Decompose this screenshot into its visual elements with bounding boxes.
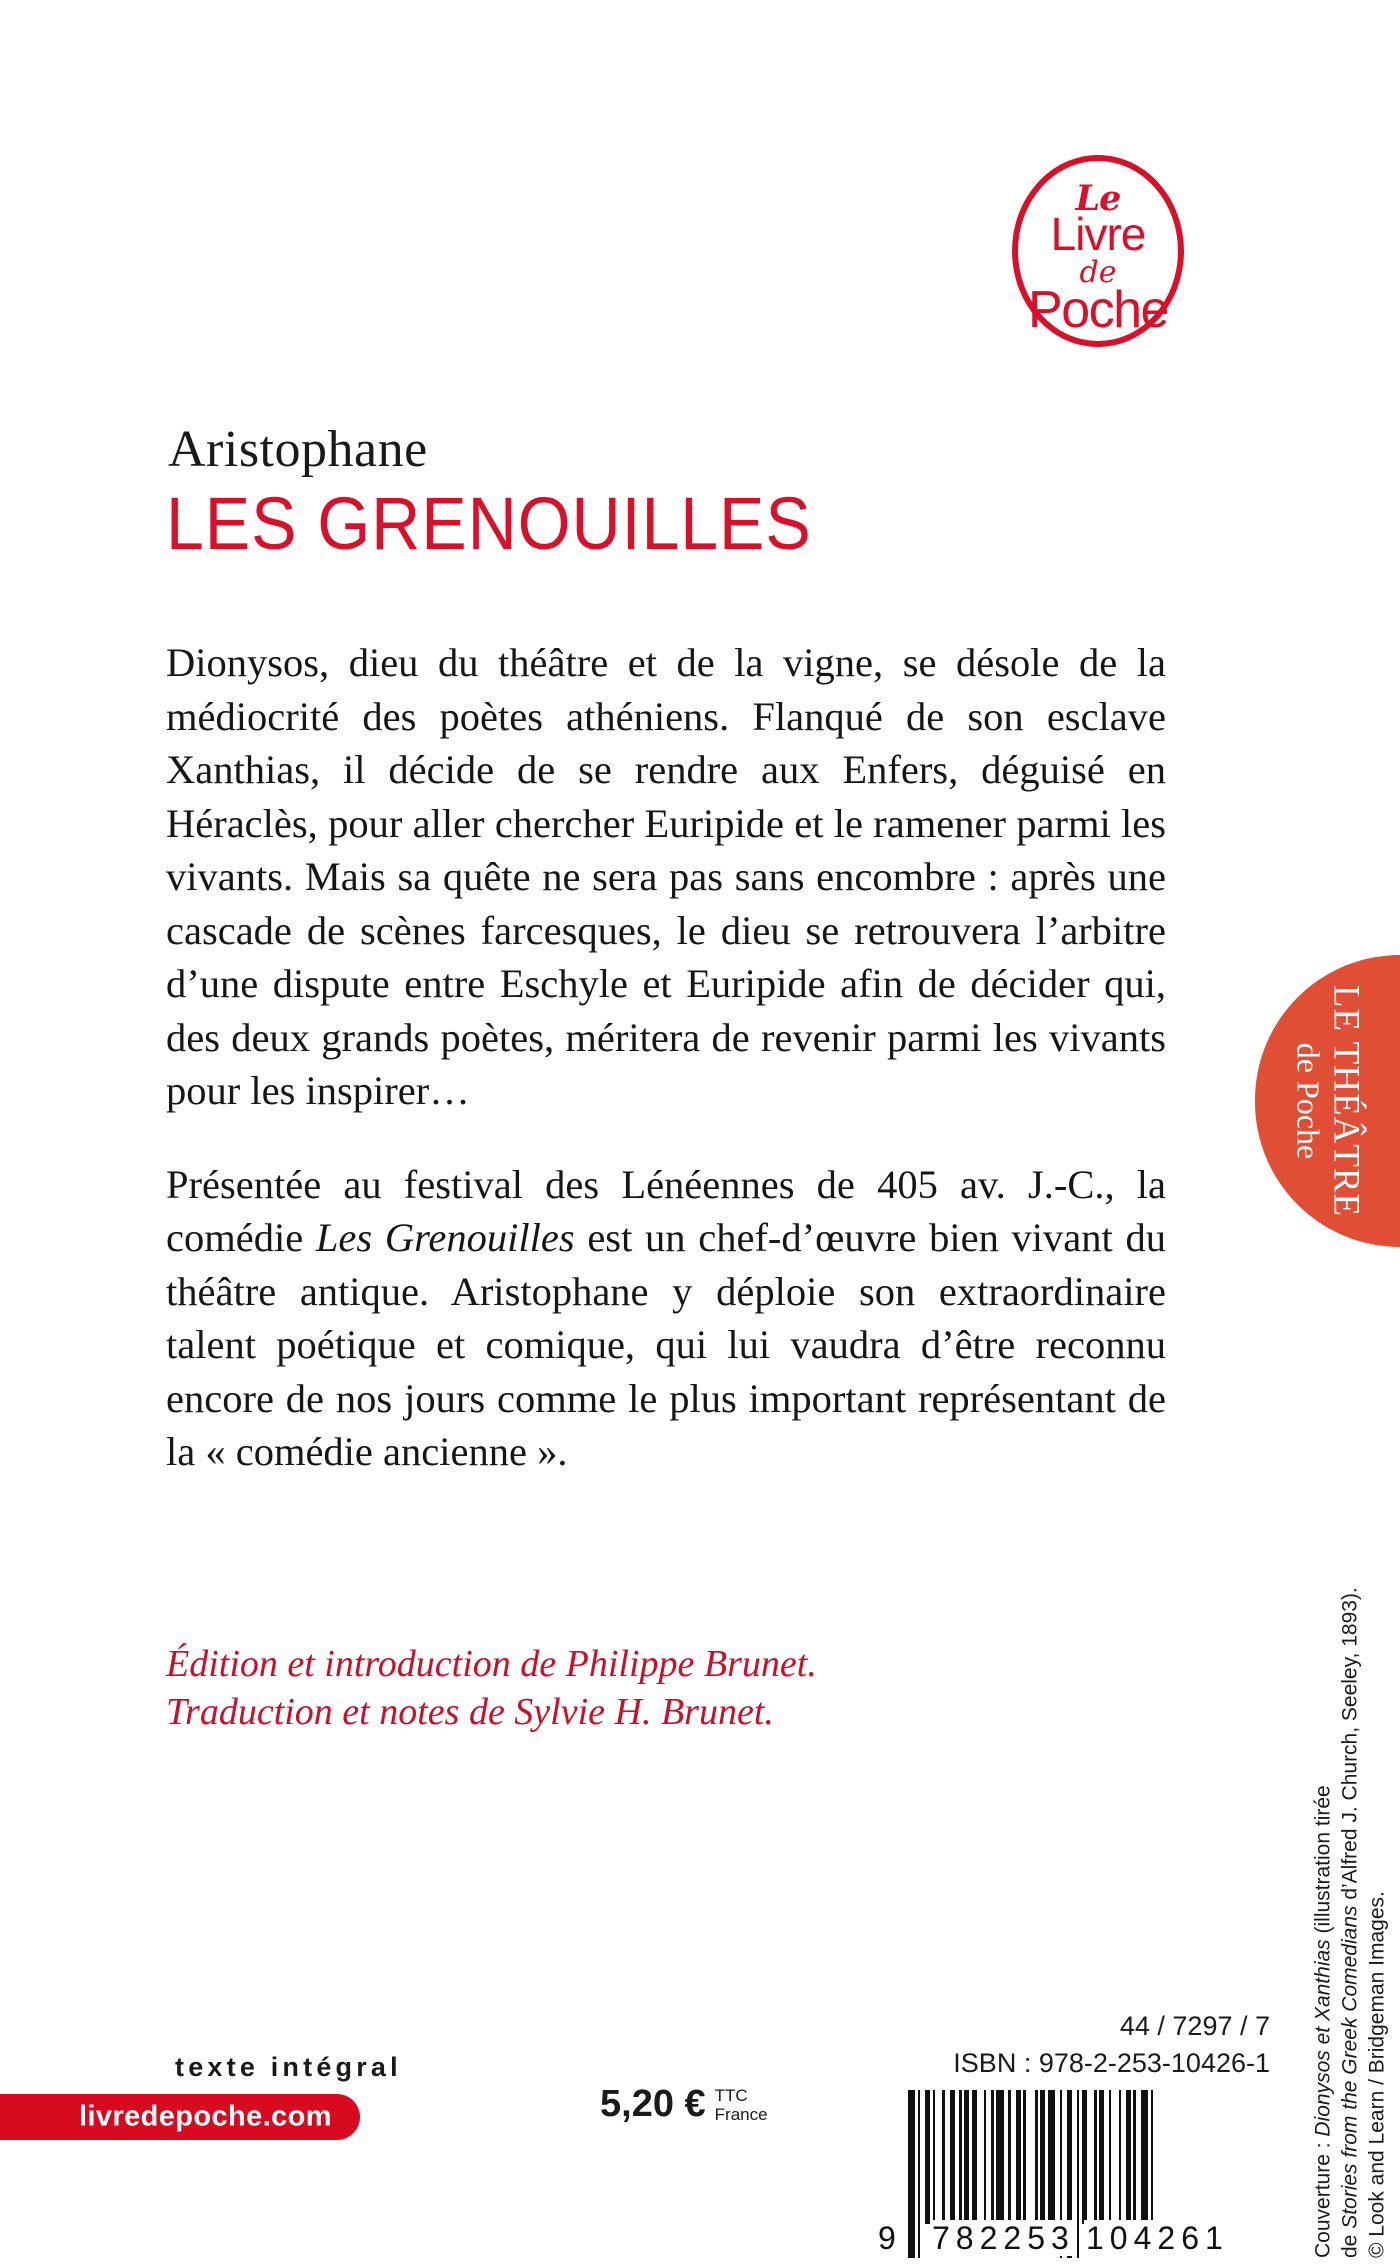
blurb-paragraph-2	[166, 1158, 1166, 1479]
texte-integral-label: texte intégral	[175, 2052, 402, 2082]
price-tax-line1: TTC	[714, 2086, 748, 2105]
isbn-block	[953, 2008, 1270, 2082]
blurb-p1-text: Dionysos, dieu du théâtre et de la vigne, se désole de la médiocrité des poètes athéniens. Flanqué de son esclave Xanthias, il décide de se rendre aux Enfers, déguisé en Héraclès, pour aller chercher Euripide et le ramener parmi les vivants. Mais sa quête ne sera pas sans encombre : après une cascade de scènes farcesques, le dieu se retrouvera l’arbitre d’une dispute entre Eschyle et Euripide afin de décider qui, des deux grands poètes, méritera de revenir parmi les vivants pour les inspirer…	[166, 640, 1166, 1113]
cover-credit-vertical	[1308, 1318, 1392, 2258]
book-title: LES GRENOUILLES	[166, 482, 812, 565]
price-tax-note	[715, 2086, 768, 2124]
collection-tab-rotated-text	[1290, 955, 1365, 1247]
barcode-digits	[908, 2220, 1238, 2256]
collection-tab-theatre-de-poche	[1255, 955, 1400, 1247]
cover-credit-l1-suffix: (illustration tirée	[1311, 1785, 1335, 1940]
logo-text-livre: Livre	[1050, 208, 1146, 260]
price-tax-line2: France	[714, 2105, 768, 2124]
website-banner[interactable]	[0, 2094, 360, 2140]
credit-line-edition: Édition et introduction de Philippe Brunet.	[166, 1643, 817, 1685]
cover-credit-line-1	[1310, 1318, 1337, 2258]
cover-credit-l1-italic: Dionysos et Xanthias	[1311, 1939, 1335, 2137]
edition-credits	[166, 1640, 1166, 1736]
cover-credit-l2-prefix: de	[1338, 2228, 1362, 2258]
cover-credit-rotated-text	[1310, 1318, 1391, 2258]
ean13-barcode	[878, 2090, 1238, 2258]
publisher-logo	[1012, 155, 1184, 347]
isbn-number: ISBN : 978-2-253-10426-1	[953, 2048, 1270, 2078]
catalog-code: 44 / 7297 / 7	[1119, 2011, 1270, 2041]
blurb-paragraph-1	[166, 636, 1166, 1118]
cover-credit-line-3: © Look and Learn / Bridgeman Images.	[1365, 1891, 1389, 2258]
barcode-lead-digit: 9	[878, 2220, 896, 2256]
cover-credit-l2-suffix: d’Alfred J. Church, Seeley, 1893).	[1338, 1587, 1362, 1906]
logo-text-de: de	[1079, 255, 1117, 290]
credit-line-traduction: Traduction et notes de Sylvie H. Brunet.	[166, 1691, 774, 1733]
blurb-text	[166, 636, 1166, 1479]
blurb-p2-title-italic: Les Grenouilles	[315, 1215, 575, 1260]
blurb-p2-text-a: Présentée au festival des Lénéennes de 405 av. J.-C., la comédie	[166, 1161, 1166, 1260]
price-amount: 5,20 €	[600, 2083, 706, 2125]
author-name: Aristophane	[168, 421, 428, 478]
logo-text-poche: Poche	[1028, 281, 1168, 339]
website-url: livredepoche.com	[79, 2100, 332, 2133]
blurb-p2-text-b: est un chef-d’œuvre bien vivant du théâtre antique. Aristophane y déploie son extraordinaire talent poétique et comique, qui lui vaudra d’être reconnu encore de nos jours comme le plus important représentant de la « comédie ancienne ».	[166, 1215, 1166, 1474]
price-block	[600, 2085, 768, 2124]
collection-tab-line2: de Poche	[1290, 1042, 1327, 1160]
cover-credit-l2-italic: Stories from the Greek Comedians	[1338, 1905, 1362, 2229]
cover-credit-l1-prefix: Couverture :	[1311, 2136, 1335, 2258]
collection-tab-line1: LE THÉÂTRE	[1325, 984, 1367, 1218]
logo-text-le: Le	[1075, 178, 1121, 219]
barcode-digits-left: 782253	[932, 2220, 1075, 2256]
barcode-digits-right: 104261	[1086, 2220, 1229, 2256]
cover-credit-line-2	[1337, 1318, 1364, 2258]
